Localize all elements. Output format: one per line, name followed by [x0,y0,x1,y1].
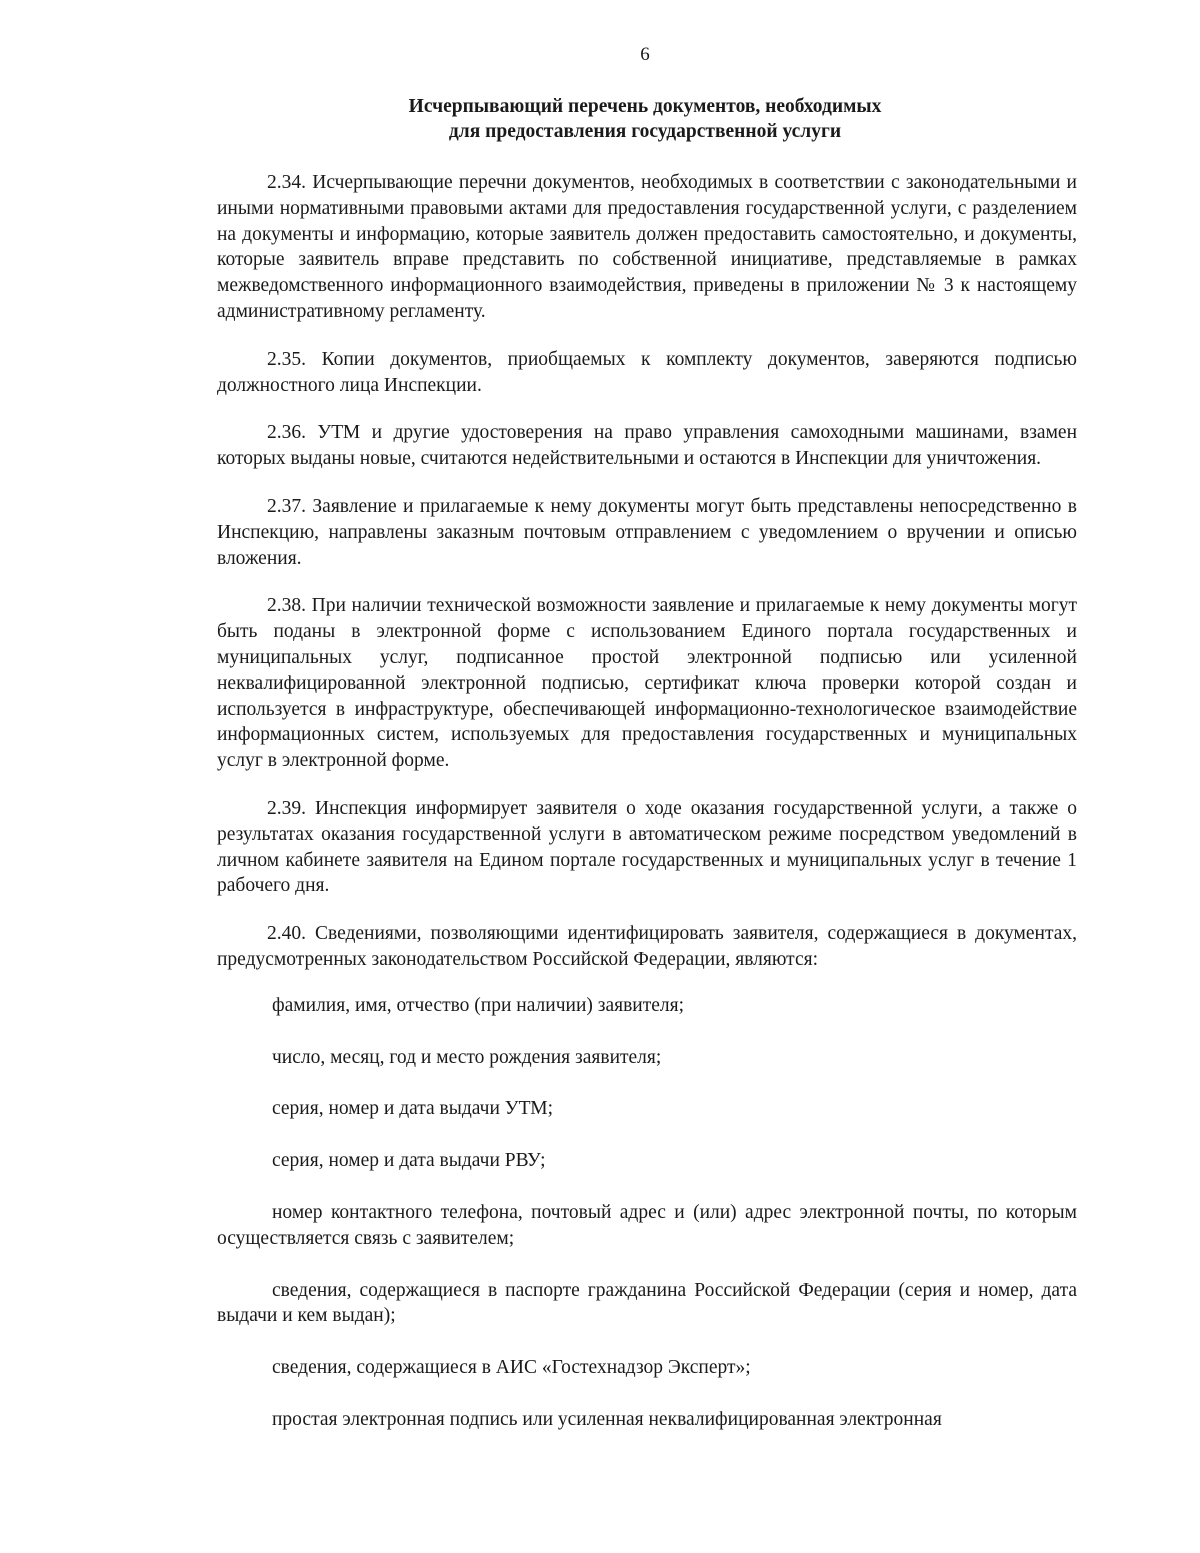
list-item: простая электронная подпись или усиленная неквалифицированная электронная [272,1408,942,1430]
document-body [217,170,1077,1433]
list-item: сведения, содержащиеся в АИС «Гостехнадзор Эксперт»; [272,1357,751,1379]
paragraph-2-34: 2.34. Исчерпывающие перечни документов, необходимых в соответствии с законодательными и иными нормативными правовыми актами для предоставления государственной услуги, с разделением на документы и информацию, которые заявитель должен предоставить самостоятельно, и документы, которые заявитель вправе представить по собственной инициативе, представляемые в рамках межведомственного информационного взаимодействия, приведены в приложении № 3 к настоящему административному регламенту. [217,172,1077,322]
section-heading-line-1: Исчерпывающий перечень документов, необходимых [408,96,882,117]
list-item: серия, номер и дата выдачи РВУ; [272,1150,546,1172]
page-number: 6 [640,44,650,65]
paragraph-2-36: 2.36. УТМ и другие удостоверения на право управления самоходными машинами, взамен которых выданы новые, считаются недействительными и остаются в Инспекции для уничтожения. [217,422,1077,470]
paragraph-2-35: 2.35. Копии документов, приобщаемых к комплекту документов, заверяются подписью должностного лица Инспекции. [217,348,1077,396]
list-item: число, месяц, год и место рождения заявителя; [272,1046,662,1068]
paragraph-2-40: 2.40. Сведениями, позволяющими идентифицировать заявителя, содержащиеся в документах, предусмотренных законодательством Российской Федерации, являются: [217,923,1077,970]
list-item: серия, номер и дата выдачи УТМ; [272,1098,553,1120]
section-heading [0,94,1200,144]
list-item: сведения, содержащиеся в паспорте гражданина Российской Федерации (серия и номер, дата выдачи и кем выдан); [217,1279,1077,1327]
paragraph-2-38: 2.38. При наличии технической возможности заявление и прилагаемые к нему документы могут быть поданы в электронной форме с использованием Единого портала государственных и муниципальных услуг, подписанное простой электронной подписью или усиленной неквалифицированной электронной подписью, сертификат ключа проверки которой создан и используется в инфраструктуре, обеспечивающей информационно-технологическое взаимодействие информационных систем, используемых для предоставления государственных и муниципальных услуг в электронной форме. [217,595,1077,772]
paragraph-2-39: 2.39. Инспекция информирует заявителя о ходе оказания государственной услуги, а также о результатах оказания государственной услуги в автоматическом режиме посредством уведомлений в личном кабинете заявителя на Едином портале государственных и муниципальных услуг в течение 1 рабочего дня. [217,797,1077,897]
list-item: фамилия, имя, отчество (при наличии) заявителя; [272,994,685,1016]
list-item: номер контактного телефона, почтовый адрес и (или) адрес электронной почты, по которым осуществляется связь с заявителем; [217,1201,1077,1249]
paragraph-2-37: 2.37. Заявление и прилагаемые к нему документы могут быть представлены непосредственно в Инспекцию, направлены заказным почтовым отправлением с уведомлением о вручении и описью вложения. [217,495,1077,569]
section-heading-line-2: для предоставления государственной услуги [448,121,842,142]
